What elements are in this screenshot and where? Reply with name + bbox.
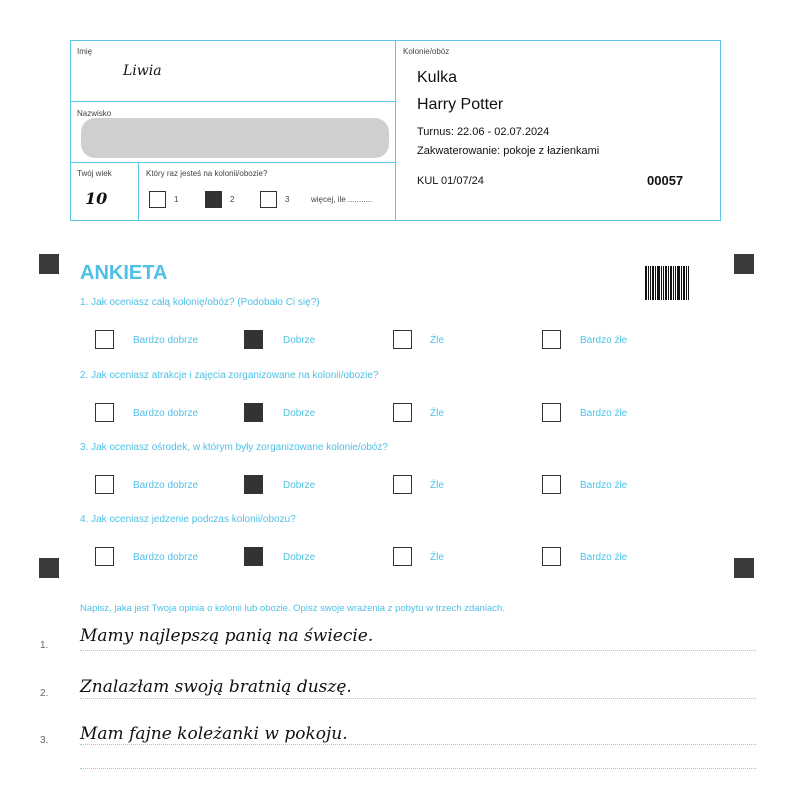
barcode-bar [683,266,685,300]
header-divider [71,101,396,102]
redacted-last-name [81,118,389,158]
dotted-line [80,698,756,699]
dotted-line [80,744,756,745]
opinion-line-1[interactable]: Mamy najlepszą panią na świecie. [80,626,374,646]
turnus: Turnus: 22.06 - 02.07.2024 [417,126,550,138]
opinion-line-number: 3. [40,735,49,746]
question-4-option-checkbox[interactable] [393,547,412,566]
header-divider [395,41,396,221]
barcode-bar [652,266,654,300]
opinion-line-number: 1. [40,640,49,651]
question-2-option-checkbox[interactable] [542,403,561,422]
question-4-option-label: Bardzo źle [580,552,628,563]
times-checkbox-3[interactable] [260,191,277,208]
question-4-option-label: Źle [430,552,444,563]
camp-name: Kulka [417,69,458,86]
header-box [70,40,721,221]
camp-code: KUL 01/07/24 [417,175,484,187]
question-3-option-checkbox[interactable] [95,475,114,494]
times-label: Który raz jesteś na kolonii/obozie? [146,169,268,178]
barcode-bar [668,266,669,300]
registration-marker [734,254,754,274]
dotted-line [80,650,756,651]
opinion-line-2[interactable]: Znalazłam swoją bratnią duszę. [80,677,352,697]
camp-theme: Harry Potter [417,96,504,113]
barcode-bar [657,266,660,300]
question-2-option-label: Bardzo źle [580,408,628,419]
barcode-bar [670,266,672,300]
question-3-option-label: Źle [430,480,444,491]
question-4-option-label: Dobrze [283,552,316,563]
barcode-bar [677,266,680,300]
survey-title: ANKIETA [80,262,168,284]
question-1-option-checkbox[interactable] [244,330,263,349]
barcode-bar [688,266,689,300]
question-2-option-checkbox[interactable] [393,403,412,422]
barcode-bar [645,266,647,300]
question-3-option-checkbox[interactable] [393,475,412,494]
barcode-bar [686,266,687,300]
question-2-option-checkbox[interactable] [244,403,263,422]
camp-label: Kolonie/obóz [403,47,450,56]
times-checkbox-2[interactable] [205,191,222,208]
last-name-label: Nazwisko [77,109,112,118]
question-2-text: 2. Jak oceniasz atrakcje i zajęcia zorganizowane na kolonii/obozie? [80,370,379,381]
question-4-option-checkbox[interactable] [244,547,263,566]
barcode-bar [665,266,667,300]
barcode [645,266,699,300]
barcode-bar [673,266,674,300]
question-3-text: 3. Jak oceniasz ośrodek, w którym były zorganizowane kolonie/obóz? [80,442,388,453]
question-1-option-checkbox[interactable] [95,330,114,349]
barcode-bar [661,266,662,300]
times-more-label: więcej, ile ........... [311,195,373,204]
first-name-label: Imię [77,47,93,56]
barcode-bar [675,266,676,300]
question-1-text: 1. Jak oceniasz całą kolonię/obóz? (Podobało Ci się?) [80,297,320,308]
barcode-bar [648,266,649,300]
question-3-option-label: Bardzo źle [580,480,628,491]
registration-marker [39,254,59,274]
header-divider [71,162,396,163]
question-3-option-checkbox[interactable] [542,475,561,494]
question-3-option-checkbox[interactable] [244,475,263,494]
registration-marker [734,558,754,578]
question-2-option-checkbox[interactable] [95,403,114,422]
age-label: Twój wiek [77,169,112,178]
times-option-3: 3 [285,195,290,204]
opinion-line-3[interactable]: Mam fajne koleżanki w pokoju. [80,724,348,744]
question-2-option-label: Źle [430,408,444,419]
question-3-option-label: Dobrze [283,480,316,491]
first-name-value[interactable]: Liwia [123,63,162,79]
header-divider [138,162,139,221]
barcode-bar [681,266,682,300]
question-4-option-checkbox[interactable] [542,547,561,566]
registration-marker [39,558,59,578]
question-1-option-checkbox[interactable] [393,330,412,349]
question-1-option-label: Dobrze [283,335,316,346]
question-4-option-checkbox[interactable] [95,547,114,566]
age-value[interactable]: 10 [85,189,108,208]
accommodation: Zakwaterowanie: pokoje z łazienkami [417,145,600,157]
question-1-option-checkbox[interactable] [542,330,561,349]
form-number: 00057 [647,173,684,188]
question-3-option-label: Bardzo dobrze [133,480,199,491]
opinion-prompt: Napisz, jaka jest Twoja opinia o kolonii lub obozie. Opisz swoje wrażenia z pobytu w trzech zdaniach. [80,603,505,614]
barcode-bar [655,266,656,300]
times-option-1: 1 [174,195,179,204]
question-1-option-label: Bardzo dobrze [133,335,199,346]
opinion-line-number: 2. [40,688,49,699]
times-option-2: 2 [230,195,235,204]
question-1-option-label: Bardzo źle [580,335,628,346]
question-1-option-label: Źle [430,335,444,346]
question-2-option-label: Dobrze [283,408,316,419]
question-4-option-label: Bardzo dobrze [133,552,199,563]
question-2-option-label: Bardzo dobrze [133,408,199,419]
barcode-bar [663,266,664,300]
times-checkbox-1[interactable] [149,191,166,208]
question-4-text: 4. Jak oceniasz jedzenie podczas kolonii/obozu? [80,514,296,525]
dotted-line [80,768,756,769]
barcode-bar [650,266,651,300]
